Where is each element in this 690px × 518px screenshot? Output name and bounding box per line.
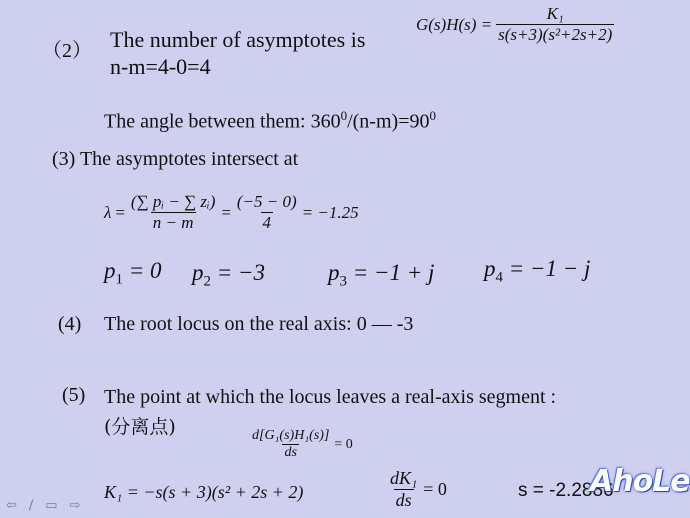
slide-nav (6, 496, 89, 514)
item2-line1: The number of asymptotes is (110, 27, 366, 52)
s-value: s = -2.2886 (518, 480, 614, 501)
tf-numerator: K₁ (546, 4, 564, 23)
dk-den: ds (395, 490, 412, 510)
lambda-result: = −1.25 (301, 202, 359, 222)
prev-arrow-icon[interactable]: ⇦ (6, 498, 17, 513)
lambda-eq2: = (220, 202, 232, 222)
lambda-formula (104, 192, 359, 233)
lambda-eq1: = (114, 202, 126, 222)
k-expression: K₁ = −s(s + 3)(s² + 2s + 2) (104, 482, 304, 502)
lambda-den2: 4 (262, 213, 271, 232)
item4-text: The root locus on the real axis: 0 — -3 (104, 313, 414, 335)
angle-text-prefix: The angle between them: 360 (104, 110, 341, 133)
tf-lhs: G(s)H(s) = (416, 14, 493, 34)
menu-icon[interactable]: ▭ (45, 498, 58, 513)
item5-line1: The point at which the locus leaves a real-axis segment : (104, 386, 557, 408)
tf-denominator: s(s+3)(s²+2s+2) (498, 25, 613, 44)
pole-4: $p_4 = -1 - j$ (484, 256, 591, 286)
transfer-function (416, 4, 614, 45)
pen-icon[interactable]: ∕ (28, 498, 34, 513)
next-arrow-icon[interactable]: ⇨ (69, 498, 81, 513)
pole-2: $p_2 = -3$ (192, 260, 266, 290)
angle-sup2: 0 (429, 108, 436, 123)
item5-line2: (分离点) (104, 416, 176, 438)
item2-label: （2） (42, 40, 92, 62)
pole-3: $p_3 = -1 + j$ (328, 260, 435, 290)
pole-1: $p_1 = 0$ (104, 258, 162, 288)
item2-line2: n-m=4-0=4 (110, 54, 211, 79)
item3-label: (3) The asymptotes intersect at (52, 148, 299, 170)
lambda-num2: (−5 − 0) (236, 192, 297, 211)
dk-formula (388, 468, 447, 511)
angle-text-mid: /(n-m)=90 (347, 110, 430, 133)
lambda-den1: n − m (152, 213, 194, 232)
derivative-formula (250, 428, 353, 461)
angle-sup1: 0 (340, 108, 348, 123)
lambda-num1: (∑ pᵢ − ∑ zᵢ) (130, 192, 216, 211)
angle-statement (104, 108, 436, 134)
logo: AhoLe (590, 464, 690, 499)
dk-num: dK₁ (390, 468, 418, 488)
item5-label: (5) (62, 384, 86, 406)
item4-label: (4) (58, 313, 82, 335)
lambda-symbol: λ (104, 202, 112, 222)
deriv-den: ds (284, 445, 297, 460)
deriv-eq: = 0 (334, 436, 353, 452)
deriv-num: d[G₁(s)H₁(s)] (252, 428, 330, 443)
dk-eq: = 0 (423, 479, 447, 499)
